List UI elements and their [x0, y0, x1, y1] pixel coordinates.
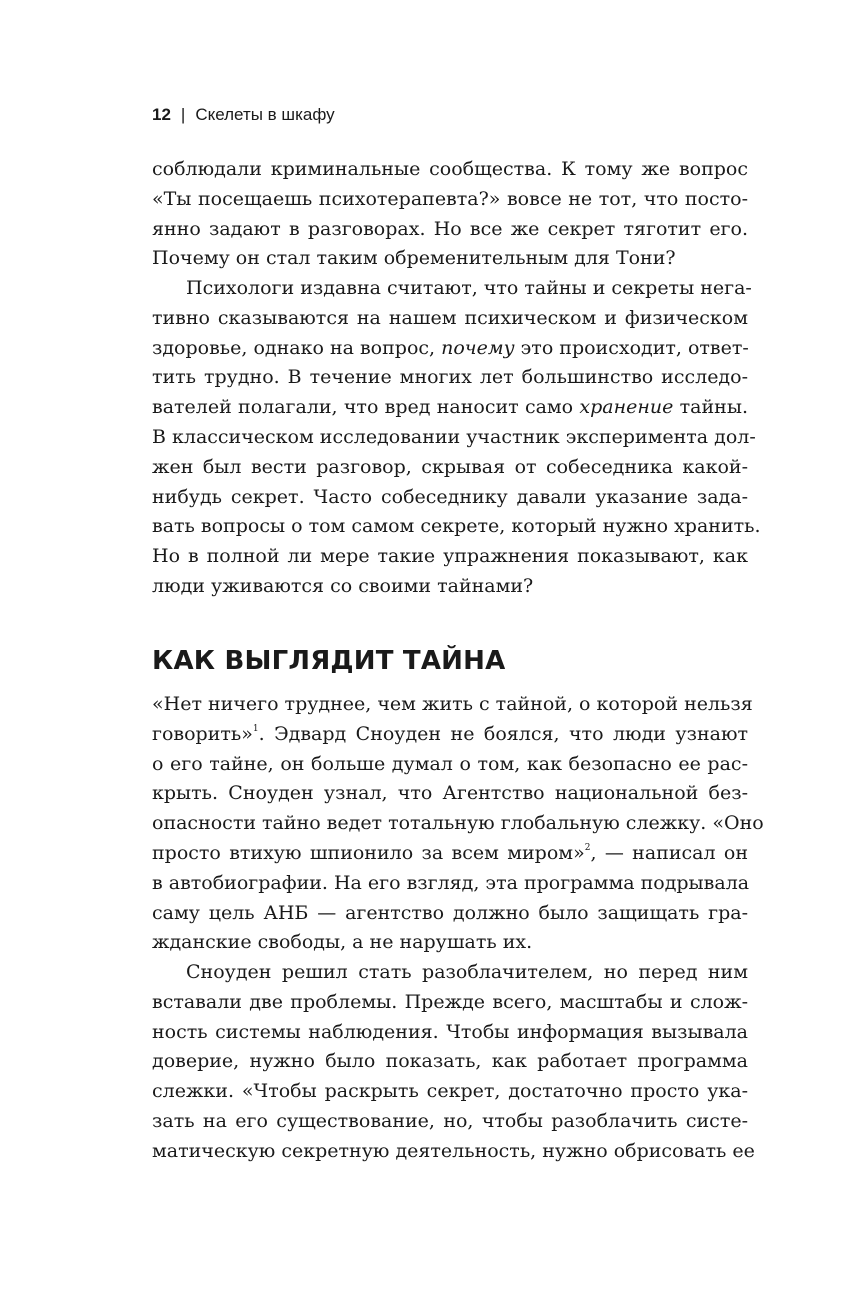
text-line [152, 839, 748, 869]
text-line: доверие, нужно было показать, как работает программа [152, 1050, 748, 1073]
text-line: Психологи издавна считают, что тайны и секреты нега- [186, 277, 752, 299]
text-line: вать вопросы о том самом секрете, который нужно хранить. [152, 515, 761, 538]
running-head [152, 104, 335, 126]
text-line: Почему он стал таким обременительным для Тони? [152, 247, 676, 270]
text-fragment: вателей полагали, что вред наносит само [152, 396, 580, 419]
text-fragment: просто втихую шпионило за всем миром» [152, 841, 585, 864]
text-line: нибудь секрет. Часто собеседнику давали указание зада- [152, 485, 748, 508]
text-fragment: это происходит, ответ- [514, 336, 749, 359]
text-fragment: говорить» [152, 722, 253, 745]
text-line: Но в полной ли мере такие упражнения показывают, как [152, 545, 748, 568]
text-fragment: тайны. [673, 396, 748, 419]
italic-word: почему [441, 336, 515, 359]
section-heading: КАК ВЫГЛЯДИТ ТАЙНА [152, 646, 506, 676]
text-line: В классическом исследовании участник эксперимента дол- [152, 425, 756, 448]
text-line: тить трудно. В течение многих лет большинство исследо- [152, 366, 748, 389]
text-line: о его тайне, он больше думал о том, как безопасно ее рас- [152, 752, 748, 775]
text-line: тивно сказываются на нашем психическом и физическом [152, 306, 748, 329]
text-line: ность системы наблюдения. Чтобы информация вызывала [152, 1020, 748, 1043]
footnote-marker: 2 [584, 842, 591, 853]
text-fragment: здоровье, однако на вопрос, [152, 336, 442, 359]
paragraph-whistleblower [152, 958, 755, 1167]
paragraph-psychologists [152, 274, 761, 602]
text-line: «Ты посещаешь психотерапевта?» вовсе не тот, что посто- [152, 187, 748, 210]
text-line: крыть. Сноуден узнал, что Агентство национальной без- [152, 782, 748, 805]
text-line: в автобиографии. На его взгляд, эта программа подрывала [152, 871, 750, 894]
text-fragment: . Эдвард Сноуден не боялся, что люди узнают [258, 722, 748, 745]
text-line: саму цель АНБ — агентство должно было защищать гра- [152, 901, 748, 924]
book-title: Скелеты в шкафу [195, 105, 335, 124]
text-fragment: , — написал он [590, 841, 748, 864]
text-line: люди уживаются со своими тайнами? [152, 574, 534, 597]
text-line: опасности тайно ведет тотальную глобальную слежку. «Оно [152, 812, 764, 835]
footnote-marker: 1 [252, 723, 259, 734]
text-line [152, 393, 748, 423]
text-line: зать на его существование, но, чтобы разоблачить систе- [152, 1109, 748, 1132]
text-line: матическую секретную деятельность, нужно обрисовать ее [152, 1139, 755, 1162]
text-line: жданские свободы, а не нарушать их. [152, 931, 533, 954]
page-number: 12 [152, 105, 171, 124]
text-line [152, 334, 748, 364]
text-line: янно задают в разговорах. Но все же секрет тяготит его. [152, 217, 748, 240]
text-line: жен был вести разговор, скрывая от собеседника какой- [152, 455, 748, 478]
text-line: слежки. «Чтобы раскрыть секрет, достаточно просто ука- [152, 1080, 748, 1103]
text-line: Сноуден решил стать разоблачителем, но перед ним [186, 961, 748, 983]
text-line: вставали две проблемы. Прежде всего, масштабы и слож- [152, 990, 748, 1013]
header-separator: | [180, 105, 186, 124]
text-line [152, 720, 748, 750]
text-line: «Нет ничего труднее, чем жить с тайной, о которой нельзя [152, 693, 753, 715]
text-line: соблюдали криминальные сообщества. К тому же вопрос [152, 158, 748, 180]
paragraph-snowden-secret [152, 690, 764, 958]
italic-word: хранение [579, 396, 674, 419]
paragraph-continued [152, 155, 748, 274]
